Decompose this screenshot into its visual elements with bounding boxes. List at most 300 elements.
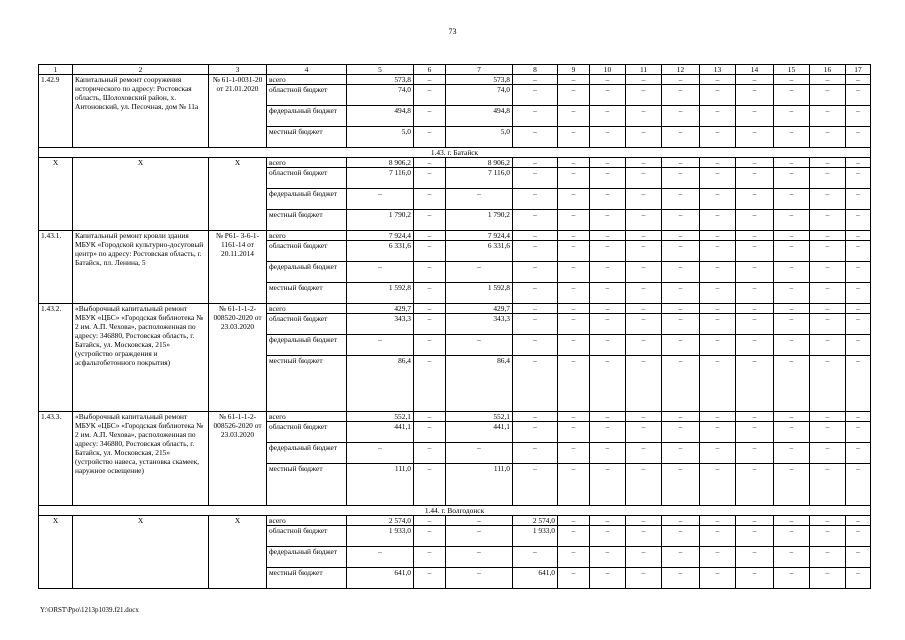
dash-cell: –	[414, 262, 446, 283]
value-cell: 7 924,4	[347, 231, 414, 241]
dash-cell: –	[513, 464, 558, 506]
dash-cell: –	[558, 262, 590, 283]
value-cell: –	[446, 335, 513, 356]
dash-cell: –	[414, 189, 446, 210]
dash-cell: –	[590, 168, 626, 189]
dash-cell: –	[774, 231, 810, 241]
x-mark: Х	[73, 516, 209, 589]
dash-cell: –	[700, 210, 736, 231]
dash-cell: –	[590, 283, 626, 304]
row-number: 1.43.3.	[39, 412, 73, 506]
dash-cell: –	[513, 189, 558, 210]
value-cell: 86,4	[446, 356, 513, 412]
dash-cell: –	[558, 168, 590, 189]
value-cell: 7 116,0	[347, 168, 414, 189]
budget-label: областной бюджет	[267, 168, 347, 189]
object-name: Капитальный ремонт кровли здания МБУК «Городской культурно-досуговый центр» по адресу: Ростовская область, г. Батайск, пл. Ленина, 5	[73, 231, 209, 304]
dash-cell: –	[513, 356, 558, 412]
dash-cell: –	[662, 283, 700, 304]
dash-cell: –	[414, 526, 446, 547]
dash-cell: –	[626, 568, 662, 589]
table-row	[39, 158, 871, 168]
dash-cell: –	[558, 75, 590, 85]
dash-cell: –	[590, 241, 626, 262]
dash-cell: –	[736, 262, 774, 283]
dash-cell: –	[662, 168, 700, 189]
dash-cell: –	[774, 158, 810, 168]
dash-cell: –	[414, 464, 446, 506]
table-row	[39, 304, 871, 314]
dash-cell: –	[626, 210, 662, 231]
dash-cell: –	[414, 304, 446, 314]
dash-cell: –	[590, 464, 626, 506]
dash-cell: –	[810, 127, 846, 148]
dash-cell: –	[590, 335, 626, 356]
dash-cell: –	[700, 189, 736, 210]
dash-cell: –	[846, 231, 871, 241]
dash-cell: –	[700, 547, 736, 568]
dash-cell: –	[626, 422, 662, 443]
dash-cell: –	[736, 335, 774, 356]
dash-cell: –	[736, 412, 774, 422]
col-header: 16	[810, 65, 846, 75]
dash-cell: –	[626, 241, 662, 262]
dash-cell: –	[774, 335, 810, 356]
value-cell: 8 906,2	[347, 158, 414, 168]
dash-cell: –	[736, 127, 774, 148]
dash-cell: –	[736, 283, 774, 304]
value-cell: 111,0	[347, 464, 414, 506]
dash-cell: –	[736, 189, 774, 210]
dash-cell: –	[846, 304, 871, 314]
table-row	[39, 412, 871, 422]
dash-cell: –	[626, 106, 662, 127]
value-cell: 573,8	[347, 75, 414, 85]
dash-cell: –	[513, 210, 558, 231]
dash-cell: –	[558, 127, 590, 148]
dash-cell: –	[736, 516, 774, 526]
value-cell: 7 116,0	[446, 168, 513, 189]
dash-cell: –	[810, 422, 846, 443]
col-header: 17	[846, 65, 871, 75]
dash-cell: –	[774, 168, 810, 189]
value-cell: 7 924,4	[446, 231, 513, 241]
dash-cell: –	[774, 283, 810, 304]
dash-cell: –	[662, 547, 700, 568]
dash-cell: –	[846, 314, 871, 335]
dash-cell: –	[558, 547, 590, 568]
dash-cell: –	[700, 412, 736, 422]
col-header: 7	[446, 65, 513, 75]
dash-cell: –	[513, 412, 558, 422]
dash-cell: –	[810, 262, 846, 283]
value-cell: 74,0	[347, 85, 414, 106]
dash-cell: –	[414, 127, 446, 148]
value-cell: –	[347, 443, 414, 464]
value-cell: 429,7	[347, 304, 414, 314]
dash-cell: –	[558, 412, 590, 422]
dash-cell: –	[558, 526, 590, 547]
value-cell: 552,1	[446, 412, 513, 422]
x-mark: Х	[209, 158, 267, 231]
dash-cell: –	[414, 547, 446, 568]
value-cell: 429,7	[446, 304, 513, 314]
budget-label: федеральный бюджет	[267, 335, 347, 356]
dash-cell: –	[700, 422, 736, 443]
dash-cell: –	[810, 335, 846, 356]
value-cell: 441,1	[347, 422, 414, 443]
dash-cell: –	[558, 335, 590, 356]
value-cell: 5,0	[347, 127, 414, 148]
dash-cell: –	[774, 241, 810, 262]
dash-cell: –	[700, 356, 736, 412]
dash-cell: –	[662, 464, 700, 506]
budget-label: местный бюджет	[267, 568, 347, 589]
dash-cell: –	[590, 568, 626, 589]
dash-cell: –	[700, 526, 736, 547]
dash-cell: –	[700, 464, 736, 506]
dash-cell: –	[590, 547, 626, 568]
dash-cell: –	[414, 231, 446, 241]
value-cell: 8 906,2	[446, 158, 513, 168]
dash-cell: –	[558, 210, 590, 231]
dash-cell: –	[700, 516, 736, 526]
col-header: 12	[662, 65, 700, 75]
dash-cell: –	[662, 335, 700, 356]
dash-cell: –	[662, 314, 700, 335]
dash-cell: –	[590, 231, 626, 241]
dash-cell: –	[513, 283, 558, 304]
value-cell: 494,8	[446, 106, 513, 127]
dash-cell: –	[736, 443, 774, 464]
dash-cell: –	[662, 356, 700, 412]
dash-cell: –	[590, 158, 626, 168]
dash-cell: –	[810, 464, 846, 506]
dash-cell: –	[774, 314, 810, 335]
dash-cell: –	[846, 283, 871, 304]
dash-cell: –	[590, 189, 626, 210]
dash-cell: –	[810, 443, 846, 464]
dash-cell: –	[513, 422, 558, 443]
dash-cell: –	[558, 189, 590, 210]
dash-cell: –	[774, 422, 810, 443]
dash-cell: –	[558, 568, 590, 589]
section-title: 1.44. г. Волгодонск	[39, 506, 871, 516]
dash-cell: –	[774, 262, 810, 283]
budget-label: всего	[267, 516, 347, 526]
value-cell: –	[347, 335, 414, 356]
dash-cell: –	[662, 241, 700, 262]
dash-cell: –	[736, 158, 774, 168]
dash-cell: –	[662, 231, 700, 241]
dash-cell: –	[736, 231, 774, 241]
value-cell: 641,0	[347, 568, 414, 589]
dash-cell: –	[774, 75, 810, 85]
dash-cell: –	[846, 516, 871, 526]
object-name: «Выборочный капитальный ремонт МБУК «ЦБС» «Городская библиотека № 2 им. А.П. Чехова», расположенная по адресу: 346880, Ростовская область, г. Батайск, ул. Московская, 215» (устройство ограждения и асфальтобетонного покрытия)	[73, 304, 209, 412]
col-header: 11	[626, 65, 662, 75]
dash-cell: –	[626, 127, 662, 148]
dash-cell: –	[414, 516, 446, 526]
row-number: 1.42.9	[39, 75, 73, 148]
dash-cell: –	[446, 547, 513, 568]
dash-cell: –	[590, 516, 626, 526]
dash-cell: –	[558, 443, 590, 464]
dash-cell: –	[700, 158, 736, 168]
dash-cell: –	[736, 568, 774, 589]
section-title: 1.43. г. Батайск	[39, 148, 871, 158]
dash-cell: –	[662, 443, 700, 464]
dash-cell: –	[414, 210, 446, 231]
col-header: 4	[267, 65, 347, 75]
dash-cell: –	[736, 106, 774, 127]
dash-cell: –	[414, 168, 446, 189]
dash-cell: –	[774, 85, 810, 106]
dash-cell: –	[662, 158, 700, 168]
dash-cell: –	[736, 75, 774, 85]
dash-cell: –	[590, 526, 626, 547]
section-row	[39, 148, 871, 158]
dash-cell: –	[810, 526, 846, 547]
dash-cell: –	[590, 262, 626, 283]
dash-cell: –	[414, 106, 446, 127]
value-cell: 441,1	[446, 422, 513, 443]
dash-cell: –	[590, 304, 626, 314]
dash-cell: –	[513, 241, 558, 262]
dash-cell: –	[626, 283, 662, 304]
value-cell: 2 574,0	[513, 516, 558, 526]
dash-cell: –	[700, 106, 736, 127]
dash-cell: –	[736, 168, 774, 189]
value-cell: 1 592,8	[347, 283, 414, 304]
dash-cell: –	[662, 568, 700, 589]
dash-cell: –	[626, 262, 662, 283]
value-cell: 1 933,0	[347, 526, 414, 547]
budget-label: федеральный бюджет	[267, 106, 347, 127]
column-number-row	[39, 65, 871, 75]
value-cell: –	[347, 262, 414, 283]
value-cell: –	[446, 189, 513, 210]
dash-cell: –	[662, 75, 700, 85]
page-number: 73	[448, 27, 457, 36]
dash-cell: –	[414, 75, 446, 85]
value-cell: 6 331,6	[446, 241, 513, 262]
dash-cell: –	[446, 516, 513, 526]
dash-cell: –	[662, 189, 700, 210]
value-cell: 86,4	[347, 356, 414, 412]
dash-cell: –	[810, 189, 846, 210]
col-header: 6	[414, 65, 446, 75]
dash-cell: –	[846, 75, 871, 85]
dash-cell: –	[558, 304, 590, 314]
budget-label: всего	[267, 75, 347, 85]
dash-cell: –	[846, 189, 871, 210]
dash-cell: –	[810, 158, 846, 168]
budget-label: федеральный бюджет	[267, 547, 347, 568]
x-mark: Х	[209, 516, 267, 589]
dash-cell: –	[558, 314, 590, 335]
dash-cell: –	[626, 314, 662, 335]
budget-label: местный бюджет	[267, 464, 347, 506]
dash-cell: –	[846, 422, 871, 443]
table-row	[39, 516, 871, 526]
col-header: 5	[347, 65, 414, 75]
dash-cell: –	[414, 158, 446, 168]
x-mark: Х	[73, 158, 209, 231]
dash-cell: –	[810, 106, 846, 127]
dash-cell: –	[700, 241, 736, 262]
dash-cell: –	[736, 526, 774, 547]
dash-cell: –	[846, 85, 871, 106]
dash-cell: –	[774, 304, 810, 314]
col-header: 13	[700, 65, 736, 75]
dash-cell: –	[590, 106, 626, 127]
dash-cell: –	[774, 516, 810, 526]
dash-cell: –	[846, 241, 871, 262]
dash-cell: –	[846, 443, 871, 464]
dash-cell: –	[558, 283, 590, 304]
dash-cell: –	[774, 127, 810, 148]
dash-cell: –	[736, 85, 774, 106]
dash-cell: –	[774, 210, 810, 231]
dash-cell: –	[736, 241, 774, 262]
dash-cell: –	[700, 85, 736, 106]
x-mark: Х	[39, 158, 73, 231]
dash-cell: –	[626, 168, 662, 189]
dash-cell: –	[414, 356, 446, 412]
dash-cell: –	[810, 516, 846, 526]
x-mark: Х	[39, 516, 73, 589]
dash-cell: –	[662, 422, 700, 443]
dash-cell: –	[700, 283, 736, 304]
section-row	[39, 506, 871, 516]
dash-cell: –	[846, 335, 871, 356]
dash-cell: –	[810, 547, 846, 568]
dash-cell: –	[414, 422, 446, 443]
dash-cell: –	[810, 168, 846, 189]
budget-label: федеральный бюджет	[267, 443, 347, 464]
dash-cell: –	[774, 356, 810, 412]
dash-cell: –	[626, 158, 662, 168]
dash-cell: –	[590, 314, 626, 335]
budget-label: всего	[267, 304, 347, 314]
dash-cell: –	[810, 568, 846, 589]
dash-cell: –	[736, 210, 774, 231]
dash-cell: –	[774, 412, 810, 422]
dash-cell: –	[558, 356, 590, 412]
dash-cell: –	[700, 304, 736, 314]
dash-cell: –	[662, 106, 700, 127]
dash-cell: –	[513, 75, 558, 85]
value-cell: –	[513, 547, 558, 568]
dash-cell: –	[700, 335, 736, 356]
dash-cell: –	[810, 283, 846, 304]
budget-label: федеральный бюджет	[267, 262, 347, 283]
dash-cell: –	[558, 241, 590, 262]
doc-reference: № 61-1-1-2-008520-2020 от 23.03.2020	[209, 304, 267, 412]
budget-label: областной бюджет	[267, 422, 347, 443]
dash-cell: –	[774, 526, 810, 547]
dash-cell: –	[774, 189, 810, 210]
dash-cell: –	[700, 127, 736, 148]
dash-cell: –	[414, 241, 446, 262]
dash-cell: –	[700, 568, 736, 589]
row-number: 1.43.1.	[39, 231, 73, 304]
budget-table	[38, 64, 871, 589]
dash-cell: –	[414, 335, 446, 356]
dash-cell: –	[513, 168, 558, 189]
dash-cell: –	[846, 412, 871, 422]
budget-label: федеральный бюджет	[267, 189, 347, 210]
budget-label: областной бюджет	[267, 85, 347, 106]
dash-cell: –	[626, 526, 662, 547]
value-cell: 573,8	[446, 75, 513, 85]
dash-cell: –	[846, 210, 871, 231]
dash-cell: –	[414, 412, 446, 422]
dash-cell: –	[810, 75, 846, 85]
budget-label: местный бюджет	[267, 127, 347, 148]
budget-label: местный бюджет	[267, 283, 347, 304]
dash-cell: –	[736, 304, 774, 314]
dash-cell: –	[700, 231, 736, 241]
dash-cell: –	[558, 516, 590, 526]
dash-cell: –	[774, 443, 810, 464]
dash-cell: –	[626, 412, 662, 422]
dash-cell: –	[810, 314, 846, 335]
dash-cell: –	[626, 356, 662, 412]
doc-reference: № 61-1-1-2-008526-2020 от 23.03.2020	[209, 412, 267, 506]
dash-cell: –	[846, 526, 871, 547]
value-cell: 343,3	[446, 314, 513, 335]
dash-cell: –	[513, 231, 558, 241]
dash-cell: –	[513, 158, 558, 168]
dash-cell: –	[846, 356, 871, 412]
dash-cell: –	[513, 262, 558, 283]
value-cell: 1 790,2	[446, 210, 513, 231]
dash-cell: –	[626, 85, 662, 106]
table-row	[39, 231, 871, 241]
dash-cell: –	[414, 568, 446, 589]
dash-cell: –	[846, 568, 871, 589]
dash-cell: –	[846, 262, 871, 283]
dash-cell: –	[590, 85, 626, 106]
dash-cell: –	[626, 335, 662, 356]
dash-cell: –	[700, 443, 736, 464]
dash-cell: –	[414, 314, 446, 335]
dash-cell: –	[736, 356, 774, 412]
dash-cell: –	[810, 231, 846, 241]
dash-cell: –	[736, 422, 774, 443]
dash-cell: –	[662, 127, 700, 148]
dash-cell: –	[662, 262, 700, 283]
dash-cell: –	[590, 356, 626, 412]
value-cell: 552,1	[347, 412, 414, 422]
dash-cell: –	[810, 356, 846, 412]
row-number: 1.43.2.	[39, 304, 73, 412]
budget-label: областной бюджет	[267, 314, 347, 335]
budget-label: всего	[267, 412, 347, 422]
dash-cell: –	[626, 464, 662, 506]
col-header: 15	[774, 65, 810, 75]
dash-cell: –	[700, 262, 736, 283]
dash-cell: –	[558, 464, 590, 506]
dash-cell: –	[590, 443, 626, 464]
value-cell: 74,0	[446, 85, 513, 106]
dash-cell: –	[810, 241, 846, 262]
value-cell: 5,0	[446, 127, 513, 148]
col-header: 9	[558, 65, 590, 75]
dash-cell: –	[774, 547, 810, 568]
